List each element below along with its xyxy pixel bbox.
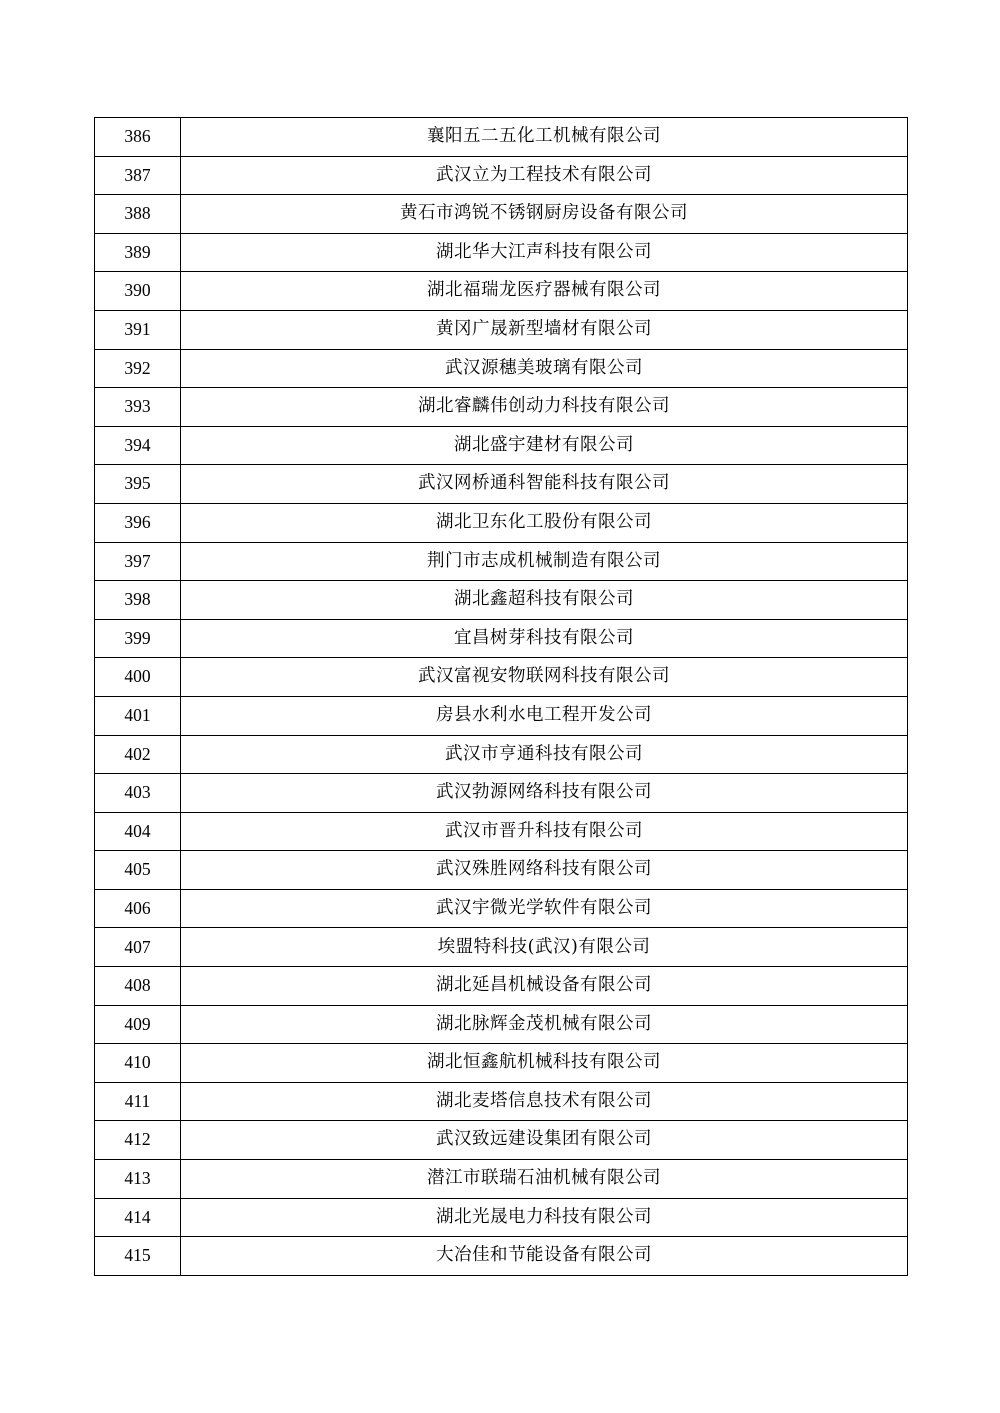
table-row <box>95 619 908 658</box>
company-name: 武汉网桥通科智能科技有限公司 <box>181 465 908 504</box>
row-index: 409 <box>95 1005 181 1044</box>
table-row <box>95 967 908 1006</box>
row-index: 400 <box>95 658 181 697</box>
table-row <box>95 812 908 851</box>
row-index: 401 <box>95 696 181 735</box>
table-row <box>95 195 908 234</box>
company-name: 荆门市志成机械制造有限公司 <box>181 542 908 581</box>
row-index: 415 <box>95 1237 181 1276</box>
row-index: 412 <box>95 1121 181 1160</box>
company-name: 潜江市联瑞石油机械有限公司 <box>181 1160 908 1199</box>
row-index: 405 <box>95 851 181 890</box>
company-table <box>94 117 908 1276</box>
table-row <box>95 1121 908 1160</box>
table-row <box>95 426 908 465</box>
table-row <box>95 233 908 272</box>
table-row <box>95 310 908 349</box>
company-name: 宜昌树芽科技有限公司 <box>181 619 908 658</box>
table-row <box>95 503 908 542</box>
company-name: 湖北华大江声科技有限公司 <box>181 233 908 272</box>
table-row <box>95 1044 908 1083</box>
company-table-body <box>95 118 908 1276</box>
table-row <box>95 581 908 620</box>
row-index: 414 <box>95 1198 181 1237</box>
company-name: 湖北睿麟伟创动力科技有限公司 <box>181 388 908 427</box>
row-index: 404 <box>95 812 181 851</box>
company-name: 大冶佳和节能设备有限公司 <box>181 1237 908 1276</box>
company-name: 武汉宇微光学软件有限公司 <box>181 889 908 928</box>
row-index: 392 <box>95 349 181 388</box>
row-index: 402 <box>95 735 181 774</box>
row-index: 389 <box>95 233 181 272</box>
table-row <box>95 696 908 735</box>
company-name: 埃盟特科技(武汉)有限公司 <box>181 928 908 967</box>
row-index: 413 <box>95 1160 181 1199</box>
table-row <box>95 851 908 890</box>
table-row <box>95 889 908 928</box>
company-name: 武汉源穗美玻璃有限公司 <box>181 349 908 388</box>
row-index: 397 <box>95 542 181 581</box>
row-index: 395 <box>95 465 181 504</box>
company-name: 湖北麦塔信息技术有限公司 <box>181 1082 908 1121</box>
table-row <box>95 658 908 697</box>
company-name: 湖北光晟电力科技有限公司 <box>181 1198 908 1237</box>
company-name: 武汉致远建设集团有限公司 <box>181 1121 908 1160</box>
company-name: 房县水利水电工程开发公司 <box>181 696 908 735</box>
company-name: 湖北延昌机械设备有限公司 <box>181 967 908 1006</box>
company-name: 武汉市晋升科技有限公司 <box>181 812 908 851</box>
table-row <box>95 349 908 388</box>
table-row <box>95 388 908 427</box>
company-name: 武汉立为工程技术有限公司 <box>181 156 908 195</box>
row-index: 403 <box>95 774 181 813</box>
row-index: 411 <box>95 1082 181 1121</box>
company-name: 湖北鑫超科技有限公司 <box>181 581 908 620</box>
row-index: 390 <box>95 272 181 311</box>
row-index: 408 <box>95 967 181 1006</box>
company-name: 武汉富视安物联网科技有限公司 <box>181 658 908 697</box>
table-row <box>95 928 908 967</box>
table-row <box>95 774 908 813</box>
table-row <box>95 735 908 774</box>
row-index: 396 <box>95 503 181 542</box>
table-row <box>95 1198 908 1237</box>
row-index: 399 <box>95 619 181 658</box>
row-index: 394 <box>95 426 181 465</box>
company-name: 黄石市鸿锐不锈钢厨房设备有限公司 <box>181 195 908 234</box>
company-name: 黄冈广晟新型墙材有限公司 <box>181 310 908 349</box>
company-name: 湖北卫东化工股份有限公司 <box>181 503 908 542</box>
table-row <box>95 542 908 581</box>
table-row <box>95 1237 908 1276</box>
table-row <box>95 465 908 504</box>
table-row <box>95 118 908 157</box>
company-name: 湖北盛宇建材有限公司 <box>181 426 908 465</box>
company-name: 湖北脉辉金茂机械有限公司 <box>181 1005 908 1044</box>
row-index: 386 <box>95 118 181 157</box>
row-index: 387 <box>95 156 181 195</box>
company-name: 湖北恒鑫航机械科技有限公司 <box>181 1044 908 1083</box>
row-index: 407 <box>95 928 181 967</box>
row-index: 391 <box>95 310 181 349</box>
table-row <box>95 156 908 195</box>
table-row <box>95 1082 908 1121</box>
company-name: 武汉殊胜网络科技有限公司 <box>181 851 908 890</box>
row-index: 410 <box>95 1044 181 1083</box>
company-name: 湖北福瑞龙医疗器械有限公司 <box>181 272 908 311</box>
table-row <box>95 1005 908 1044</box>
table-row <box>95 1160 908 1199</box>
company-name: 武汉勃源网络科技有限公司 <box>181 774 908 813</box>
company-name: 武汉市亨通科技有限公司 <box>181 735 908 774</box>
row-index: 406 <box>95 889 181 928</box>
row-index: 388 <box>95 195 181 234</box>
table-row <box>95 272 908 311</box>
row-index: 393 <box>95 388 181 427</box>
company-name: 襄阳五二五化工机械有限公司 <box>181 118 908 157</box>
row-index: 398 <box>95 581 181 620</box>
